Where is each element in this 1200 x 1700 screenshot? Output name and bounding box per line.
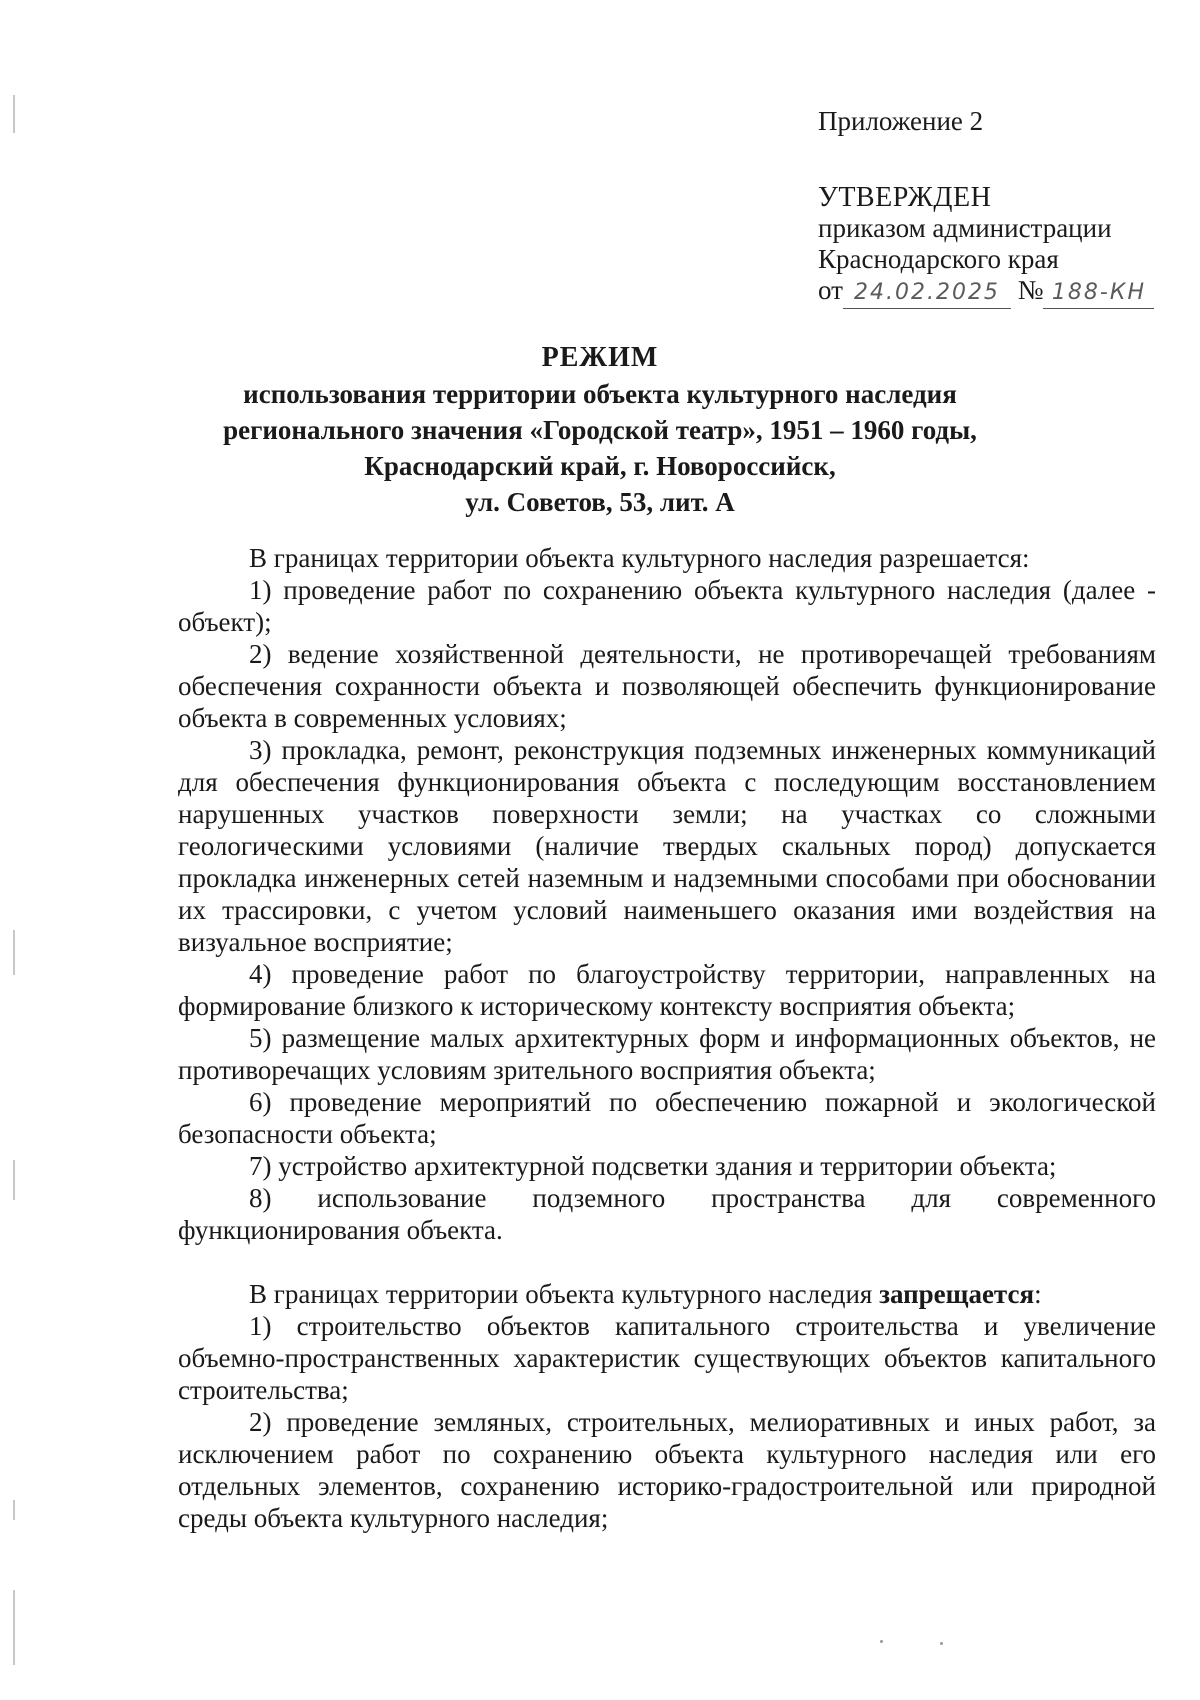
scan-edge-mark xyxy=(13,930,15,975)
date-prefix: от xyxy=(818,275,843,305)
permitted-item: 3) прокладка, ремонт, реконструкция подземных инженерных коммуникаций для обеспечения функционирования объекта с последующим восстановлением нарушенных участков поверхности земли; на участках со сложными геологическими условиями (наличие твердых скальных пород) допускается прокладка инженерных сетей наземным и надземными способами при обосновании их трассировки, с учетом условий наименьшего оказания ими воздействия на визуальное восприятие; xyxy=(178,735,1156,957)
number-prefix: № xyxy=(1017,275,1044,305)
prohibited-item: 2) проведение земляных, строительных, мелиоративных и иных работ, за исключением работ по сохранению объекта культурного наследия или его отдельных элементов, сохранению историко-градостроительной или природной среды объекта культурного наследия; xyxy=(178,1407,1156,1533)
permitted-item: 6) проведение мероприятий по обеспечению пожарной и экологической безопасности объекта; xyxy=(178,1087,1156,1149)
prohibited-keyword: запрещается xyxy=(879,1279,1035,1309)
permitted-item: 1) проведение работ по сохранению объекта культурного наследия (далее - объект); xyxy=(178,575,1156,637)
prohibited-item: 1) строительство объектов капитального строительства и увеличение объемно-пространственных характеристик существующих объектов капитального строительства; xyxy=(178,1311,1156,1405)
document-title xyxy=(150,340,1050,520)
order-date-number-line xyxy=(818,275,1178,309)
prohibited-intro-text: В границах территории объекта культурного наследия xyxy=(249,1279,880,1309)
permitted-item: 8) использование подземного пространства для современного функционирования объекта. xyxy=(178,1183,1156,1245)
document-body xyxy=(178,542,1156,1534)
prohibited-intro-suffix: : xyxy=(1034,1279,1042,1309)
section-gap xyxy=(178,1246,1156,1278)
approved-label: УТВЕРЖДЕН xyxy=(818,182,992,213)
scan-edge-mark xyxy=(13,1160,15,1200)
title-main: РЕЖИМ xyxy=(541,342,659,373)
permitted-item: 4) проведение работ по благоустройству территории, направленных на формирование близкого к историческому контексту восприятия объекта; xyxy=(178,959,1156,1021)
scan-edge-mark xyxy=(13,95,15,133)
permitted-item: 7) устройство архитектурной подсветки здания и территории объекта; xyxy=(249,1151,1057,1181)
handwritten-number: 188-КН xyxy=(1043,277,1154,309)
title-line: ул. Советов, 53, лит. А xyxy=(465,487,735,517)
approved-by-line: Краснодарского края xyxy=(818,244,1059,274)
permitted-intro: В границах территории объекта культурного наследия разрешается: xyxy=(249,543,1030,573)
scan-speck xyxy=(940,1642,943,1645)
prohibited-intro xyxy=(178,1278,1156,1310)
permitted-item: 5) размещение малых архитектурных форм и информационных объектов, не противоречащих условиям зрительного восприятия объекта; xyxy=(178,1023,1156,1085)
scan-edge-mark xyxy=(13,1500,15,1520)
title-line: использования территории объекта культурного наследия xyxy=(243,379,957,409)
scan-speck xyxy=(880,1640,883,1643)
title-line: Краснодарский край, г. Новороссийск, xyxy=(364,451,836,481)
appendix-label: Приложение 2 xyxy=(818,106,984,136)
permitted-item: 2) ведение хозяйственной деятельности, не противоречащей требованиям обеспечения сохранности объекта и позволяющей обеспечить функционирование объекта в современных условиях; xyxy=(178,639,1156,733)
scan-edge-mark xyxy=(13,1590,15,1665)
handwritten-date: 24.02.2025 xyxy=(843,277,1011,309)
approved-by-line: приказом администрации xyxy=(818,213,1112,243)
title-line: регионального значения «Городской театр», 1951 – 1960 годы, xyxy=(223,415,977,445)
approval-block xyxy=(818,106,1178,309)
